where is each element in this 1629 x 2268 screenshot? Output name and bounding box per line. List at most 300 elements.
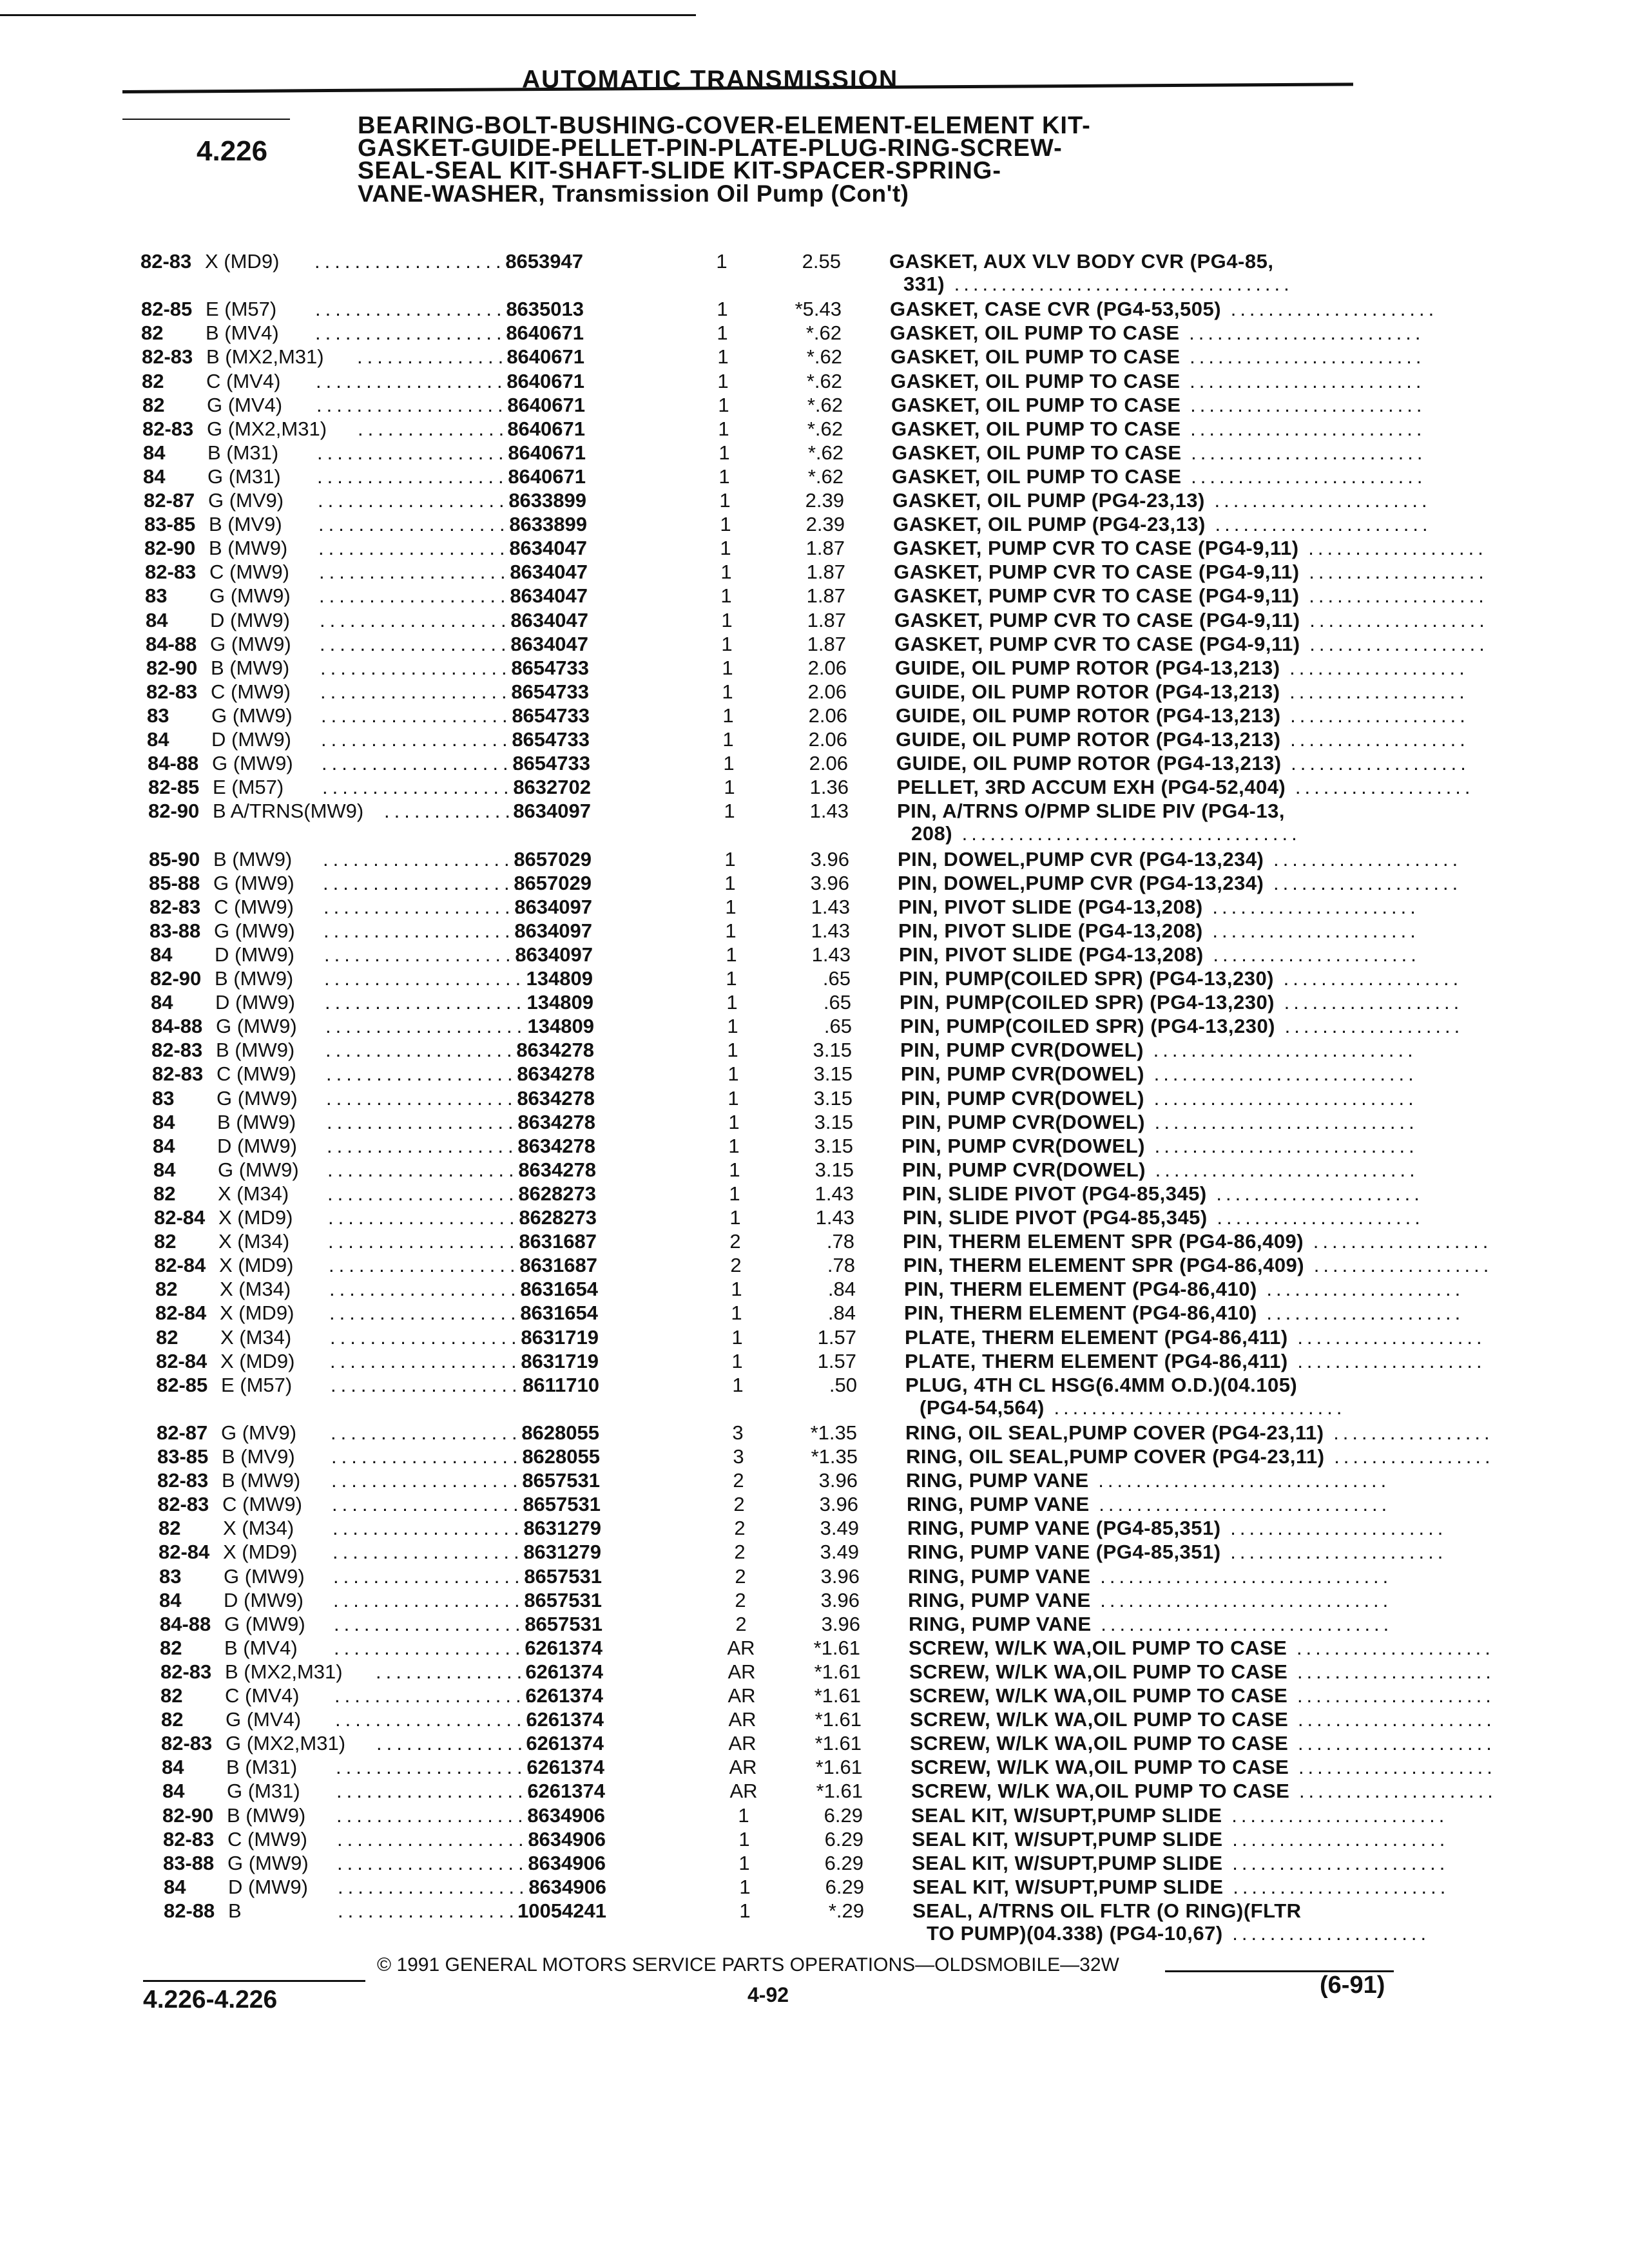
description-text: RING, PUMP VANE (PG4-85,351) — [907, 1541, 1221, 1564]
price: *1.61 — [815, 1756, 862, 1779]
part-description — [895, 680, 1469, 704]
leader-dots: ............................ — [1144, 1062, 1418, 1086]
description-text: RING, PUMP VANE — [906, 1469, 1089, 1492]
leader-dots: .................... — [337, 1827, 539, 1850]
part-number: 6261374 — [527, 1780, 605, 1803]
leader-dots: ...................... — [1207, 1206, 1424, 1229]
leader-dots: .................... — [338, 1899, 539, 1922]
part-number: 8634278 — [517, 1110, 595, 1133]
quantity: 3 — [732, 1421, 744, 1444]
model-code: D (MW9) — [211, 728, 291, 751]
model-code: B (MV9) — [222, 1445, 295, 1468]
price: 1.43 — [815, 1182, 854, 1205]
leader-dots: ...................... — [1206, 1182, 1423, 1205]
description-text: SCREW, W/LK WA,OIL PUMP TO CASE — [911, 1780, 1290, 1803]
description-text: PIN, DOWEL,PUMP CVR (PG4-13,234) — [898, 847, 1264, 870]
quantity: 1 — [731, 1349, 743, 1372]
quantity: 1 — [717, 322, 728, 345]
part-number: 8631279 — [523, 1517, 601, 1540]
leader-dots: .................... — [337, 1851, 539, 1874]
model-year: 84-88 — [160, 1612, 211, 1635]
model-code: B (MW9) — [213, 847, 293, 870]
part-description — [894, 633, 1489, 656]
part-description — [912, 1852, 1449, 1875]
model-code: B (MW9) — [227, 1803, 306, 1827]
quantity: AR — [729, 1756, 757, 1779]
leader-dots: ................... — [1280, 680, 1469, 703]
description-text: PLATE, THERM ELEMENT (PG4-86,411) — [905, 1325, 1288, 1349]
part-description — [892, 489, 1431, 512]
leader-dots: .................... — [321, 728, 523, 751]
part-description — [891, 394, 1425, 417]
model-code: B (MW9) — [222, 1469, 301, 1492]
leader-dots: ...................... — [1202, 895, 1420, 918]
model-code: B (MX2,M31) — [206, 345, 324, 369]
price: 3.96 — [820, 1588, 860, 1611]
quantity: 1 — [729, 1182, 740, 1205]
part-description — [901, 1111, 1418, 1134]
quantity: 1 — [723, 752, 735, 775]
description-text: PIN, PUMP CVR(DOWEL) — [900, 1039, 1144, 1062]
model-year: 84-88 — [148, 752, 199, 775]
part-number: 8634906 — [528, 1875, 606, 1898]
model-year: 82-85 — [141, 298, 193, 321]
model-year: 84 — [153, 1134, 175, 1157]
part-description — [904, 1278, 1464, 1301]
leader-dots: ...................... — [1202, 919, 1420, 942]
model-code: X (M34) — [220, 1278, 291, 1301]
model-year: 82 — [155, 1278, 178, 1301]
part-description — [907, 1493, 1391, 1516]
quantity: 2 — [734, 1517, 746, 1540]
price: 3.15 — [814, 1110, 853, 1133]
description-text: PELLET, 3RD ACCUM EXH (PG4-52,404) — [897, 776, 1286, 799]
quantity: 2 — [735, 1612, 747, 1635]
model-year: 83 — [159, 1564, 182, 1588]
model-year: 84 — [153, 1110, 175, 1133]
part-description — [911, 1804, 1448, 1827]
description-text: SEAL, A/TRNS OIL FLTR (O RING)(FLTR — [912, 1899, 1302, 1922]
model-year: 82-83 — [142, 417, 194, 440]
leader-dots: .................... — [333, 1541, 534, 1564]
model-year: 82-83 — [149, 895, 201, 918]
leader-dots: .................... — [331, 1421, 532, 1444]
part-number: 8634097 — [514, 919, 592, 942]
leader-dots: .................... — [323, 895, 525, 918]
part-number: 8628273 — [518, 1182, 596, 1205]
leader-dots: ......................... — [1181, 393, 1426, 416]
leader-dots: ................... — [1281, 752, 1470, 775]
leader-dots: .................... — [330, 1349, 532, 1372]
description-text: GUIDE, OIL PUMP ROTOR (PG4-13,213) — [896, 728, 1281, 751]
part-number: 8654733 — [512, 728, 590, 751]
price: 2.06 — [808, 728, 847, 751]
part-description — [904, 1302, 1464, 1325]
part-description — [901, 1062, 1418, 1086]
leader-dots: .................................... — [945, 273, 1293, 296]
leader-dots: .................... — [338, 1875, 539, 1898]
quantity: 1 — [738, 1851, 750, 1874]
leader-dots: ................... — [1299, 561, 1488, 584]
quantity: 1 — [717, 345, 729, 369]
quantity: 1 — [722, 728, 734, 751]
model-year: 84 — [146, 608, 168, 631]
part-number: 8640671 — [507, 393, 585, 416]
model-code: B A/TRNS(MW9) — [213, 800, 364, 823]
price: *.62 — [805, 322, 842, 345]
price: 1.43 — [811, 943, 851, 966]
leader-dots: ......................... — [1181, 417, 1426, 440]
part-description — [892, 441, 1426, 465]
leader-dots: .................... — [324, 967, 526, 990]
quantity: 1 — [731, 1278, 742, 1301]
model-code: G (MW9) — [213, 871, 294, 894]
part-description — [903, 1230, 1492, 1253]
leader-dots: .................... — [336, 1803, 538, 1827]
part-number: 8631687 — [519, 1254, 597, 1277]
model-code: G (MW9) — [216, 1015, 297, 1038]
heading-line: SEAL-SEAL KIT-SHAFT-SLIDE KIT-SPACER-SPRING- — [358, 157, 1001, 184]
model-code: D (MW9) — [210, 608, 290, 631]
price: *1.61 — [814, 1660, 861, 1683]
price: 3.49 — [820, 1517, 859, 1540]
part-description — [899, 967, 1462, 990]
part-number: 8640671 — [506, 345, 584, 369]
model-code: G (MV9) — [208, 489, 284, 512]
description-text: RING, PUMP VANE — [908, 1588, 1091, 1611]
leader-dots: ................ — [357, 345, 518, 369]
leader-dots: .................... — [325, 1015, 527, 1038]
leader-dots: ..................... — [1288, 1732, 1496, 1755]
part-number: 6261374 — [526, 1756, 604, 1779]
description-text: SCREW, W/LK WA,OIL PUMP TO CASE — [909, 1660, 1288, 1683]
price: 1.43 — [811, 895, 850, 918]
model-year: 82 — [153, 1182, 176, 1205]
quantity: 1 — [717, 369, 729, 392]
section-heading — [358, 112, 1091, 207]
leader-dots: .................... — [327, 1158, 529, 1181]
model-code: G (MW9) — [224, 1612, 305, 1635]
model-code: E (M57) — [221, 1373, 293, 1396]
leader-dots: .................................... — [952, 822, 1301, 845]
leader-dots: .................... — [319, 584, 521, 608]
price: .65 — [824, 1015, 852, 1038]
price: 1.57 — [817, 1349, 856, 1372]
part-number: 8631654 — [520, 1302, 598, 1325]
model-year: 82-90 — [148, 800, 200, 823]
description-text: GASKET, OIL PUMP TO CASE — [891, 345, 1181, 369]
part-description — [891, 418, 1425, 441]
leader-dots: .................... — [336, 1756, 537, 1779]
leader-dots: .................... — [335, 1708, 537, 1731]
model-code: X (MD9) — [219, 1254, 294, 1277]
leader-dots: ......................... — [1180, 345, 1425, 369]
description-text: GASKET, OIL PUMP TO CASE — [890, 322, 1180, 345]
model-code: G (MW9) — [212, 752, 293, 775]
quantity: 1 — [726, 943, 737, 966]
part-number: 8628055 — [521, 1421, 599, 1444]
price: 2.06 — [808, 704, 847, 727]
quantity: 1 — [722, 680, 733, 703]
model-year: 82-83 — [142, 345, 193, 369]
model-code: G (MV4) — [226, 1708, 302, 1731]
leader-dots: .................... — [318, 513, 520, 536]
leader-dots: ............................... — [1090, 1588, 1393, 1611]
quantity: 1 — [738, 1803, 749, 1827]
price: .78 — [826, 1230, 854, 1253]
part-description — [897, 800, 1285, 823]
part-description — [893, 537, 1487, 560]
part-description — [903, 1206, 1424, 1229]
quantity: 1 — [727, 1039, 738, 1062]
price: *.29 — [828, 1899, 864, 1922]
part-number: 134809 — [527, 1015, 594, 1038]
part-description — [901, 1087, 1418, 1110]
part-description — [909, 1684, 1495, 1707]
footer-date-code: (6-91) — [1320, 1972, 1385, 1999]
leader-dots: .................... — [329, 1302, 531, 1325]
description-continuation — [927, 1922, 1430, 1945]
part-number: 134809 — [526, 967, 593, 990]
model-year: 82-90 — [144, 537, 196, 560]
part-number: 8634097 — [513, 800, 591, 823]
leader-dots: .................... — [326, 1062, 528, 1086]
part-number: 8640671 — [507, 417, 585, 440]
price: 2.55 — [802, 250, 841, 273]
model-year: 82-84 — [155, 1302, 207, 1325]
model-year: 82-83 — [151, 1039, 203, 1062]
leader-dots: .................... — [322, 752, 523, 775]
quantity: 1 — [725, 919, 737, 942]
quantity: 1 — [721, 632, 733, 655]
price: 1.36 — [809, 776, 849, 799]
part-number: 8635013 — [506, 298, 584, 321]
leader-dots: ....................... — [1205, 513, 1432, 536]
price: 2.06 — [807, 680, 847, 703]
part-description — [911, 1756, 1496, 1779]
price: .84 — [827, 1302, 856, 1325]
footer-copyright: © 1991 GENERAL MOTORS SERVICE PARTS OPERATIONS—OLDSMOBILE—32W — [377, 1954, 1119, 1975]
model-year: 83 — [145, 584, 168, 608]
quantity: 1 — [719, 489, 731, 512]
model-code: G (MW9) — [211, 704, 293, 727]
model-year: 82-87 — [144, 489, 195, 512]
model-code: X (MD9) — [218, 1206, 293, 1229]
price: 1.87 — [807, 608, 846, 631]
description-text: PLATE, THERM ELEMENT (PG4-86,411) — [905, 1349, 1288, 1372]
quantity: 1 — [731, 1325, 743, 1349]
quantity: 1 — [728, 1086, 739, 1110]
continuation-text: 331) — [903, 273, 945, 296]
quantity: 1 — [720, 561, 732, 584]
description-text: SCREW, W/LK WA,OIL PUMP TO CASE — [910, 1708, 1289, 1731]
price: .65 — [823, 991, 851, 1014]
model-code: G (M31) — [227, 1780, 300, 1803]
part-description — [891, 370, 1425, 393]
part-number: 8631279 — [523, 1541, 601, 1564]
leader-dots: ....................... — [1223, 1875, 1450, 1898]
model-year: 82-83 — [145, 561, 197, 584]
leader-dots: ...................... — [1203, 943, 1420, 966]
model-code: B — [228, 1899, 242, 1922]
model-year: 84 — [143, 441, 166, 464]
leader-dots: ..................... — [1257, 1302, 1465, 1325]
heading-line: VANE-WASHER, Transmission Oil Pump (Con't) — [358, 180, 909, 207]
description-text: RING, PUMP VANE — [908, 1564, 1091, 1588]
quantity: 1 — [718, 465, 730, 488]
leader-dots: .................... — [332, 1493, 534, 1516]
price: *.62 — [807, 465, 843, 488]
price: 2.06 — [807, 656, 847, 679]
quantity: 1 — [720, 513, 731, 536]
model-code: C (MW9) — [214, 895, 294, 918]
description-text: GUIDE, OIL PUMP ROTOR (PG4-13,213) — [895, 656, 1280, 679]
quantity: 1 — [732, 1373, 744, 1396]
part-number: 8634278 — [517, 1062, 595, 1086]
model-code: G (MW9) — [210, 632, 291, 655]
leader-dots: .................... — [334, 1684, 536, 1707]
part-number: 8657531 — [522, 1469, 600, 1492]
part-number: 8634278 — [517, 1134, 595, 1157]
leader-dots: ................. — [1324, 1421, 1494, 1444]
quantity: 1 — [720, 584, 732, 608]
model-year: 82 — [142, 369, 164, 392]
price: 3.49 — [820, 1541, 859, 1564]
leader-dots: .................... — [316, 369, 517, 392]
price: *1.61 — [813, 1636, 860, 1659]
model-year: 85-88 — [149, 871, 200, 894]
model-year: 84 — [147, 728, 169, 751]
continuation-text: (PG4-54,564) — [920, 1396, 1045, 1419]
description-text: SEAL KIT, W/SUPT,PUMP SLIDE — [911, 1803, 1222, 1827]
part-description — [899, 943, 1420, 966]
leader-dots: .................... — [333, 1588, 535, 1611]
price: 6.29 — [824, 1827, 863, 1850]
model-year: 82-83 — [146, 680, 198, 703]
description-text: GASKET, OIL PUMP TO CASE — [892, 441, 1182, 464]
part-description — [907, 1517, 1447, 1540]
description-text: PIN, THERM ELEMENT SPR (PG4-86,409) — [903, 1254, 1305, 1277]
quantity: 1 — [718, 417, 729, 440]
leader-dots: ................... — [1280, 704, 1469, 727]
quantity: 1 — [729, 1206, 741, 1229]
part-description — [898, 896, 1420, 919]
continuation-text: TO PUMP)(04.338) (PG4-10,67) — [927, 1922, 1223, 1945]
part-description — [890, 322, 1424, 345]
model-code: C (MW9) — [227, 1827, 307, 1850]
price: 3.96 — [819, 1493, 858, 1516]
model-year: 83-85 — [157, 1445, 209, 1468]
part-number: 8634047 — [509, 537, 587, 560]
model-code: B (M31) — [226, 1756, 298, 1779]
leader-dots: .................... — [327, 1110, 528, 1133]
price: *1.35 — [811, 1445, 858, 1468]
model-year: 83-85 — [144, 513, 196, 536]
leader-dots: .............. — [384, 800, 525, 823]
leader-dots: .................... — [325, 991, 526, 1014]
part-description — [900, 1015, 1463, 1038]
leader-dots: ................. — [1324, 1445, 1494, 1468]
quantity: AR — [728, 1684, 756, 1707]
price: 3.96 — [810, 847, 849, 870]
part-number: 8654733 — [512, 704, 590, 727]
description-text: PIN, THERM ELEMENT (PG4-86,410) — [904, 1278, 1257, 1301]
part-number: 8657531 — [524, 1588, 602, 1611]
description-text: PIN, PIVOT SLIDE (PG4-13,208) — [898, 919, 1203, 942]
description-text: PIN, PUMP CVR(DOWEL) — [901, 1086, 1144, 1110]
leader-dots: .................... — [336, 1780, 538, 1803]
leader-dots: ................ — [376, 1660, 537, 1683]
part-description — [894, 584, 1488, 608]
leader-dots: ................... — [1275, 991, 1463, 1014]
quantity: 2 — [735, 1588, 746, 1611]
leader-dots: .................... — [320, 632, 521, 655]
part-number: 8654733 — [511, 680, 589, 703]
leader-dots: ............................... — [1044, 1396, 1346, 1419]
leader-dots: ..................... — [1287, 1684, 1495, 1707]
part-description — [901, 1135, 1418, 1158]
leader-dots: .................... — [314, 250, 516, 273]
leader-dots: ............................... — [1091, 1612, 1393, 1635]
part-description — [894, 561, 1488, 584]
leader-dots: ..................... — [1287, 1636, 1494, 1659]
price: 2.06 — [809, 752, 848, 775]
part-number: 10054241 — [517, 1899, 606, 1922]
part-description — [900, 1039, 1417, 1062]
description-text: RING, PUMP VANE (PG4-85,351) — [907, 1517, 1221, 1540]
part-number: 8634047 — [510, 608, 588, 631]
model-year: 82-83 — [163, 1827, 215, 1850]
model-code: B (MW9) — [209, 537, 288, 560]
part-number: 8640671 — [506, 322, 584, 345]
price: .65 — [822, 967, 851, 990]
description-text: GASKET, OIL PUMP (PG4-23,13) — [892, 489, 1205, 512]
description-text: SEAL KIT, W/SUPT,PUMP SLIDE — [912, 1875, 1224, 1898]
part-number: 8634047 — [510, 632, 588, 655]
part-description — [898, 872, 1461, 895]
quantity: 1 — [718, 441, 730, 464]
quantity: 1 — [724, 871, 736, 894]
part-description — [908, 1589, 1392, 1612]
model-year: 82 — [159, 1517, 181, 1540]
leader-dots: .................... — [322, 776, 524, 799]
price: *5.43 — [795, 298, 842, 321]
leader-dots: ............................ — [1146, 1158, 1419, 1181]
model-code: D (MW9) — [228, 1875, 308, 1898]
model-year: 82-90 — [146, 656, 198, 679]
leader-dots: ................... — [1304, 1230, 1492, 1253]
leader-dots: .................... — [334, 1612, 535, 1635]
part-description — [909, 1660, 1495, 1684]
price: 3.15 — [813, 1086, 853, 1110]
part-description — [912, 1876, 1449, 1899]
part-number: 8633899 — [508, 489, 586, 512]
description-text: PIN, PUMP CVR(DOWEL) — [902, 1158, 1146, 1181]
quantity: 3 — [733, 1445, 744, 1468]
price: 6.29 — [824, 1803, 863, 1827]
description-continuation — [920, 1396, 1345, 1419]
model-year: 84-88 — [151, 1015, 203, 1038]
quantity: 1 — [726, 967, 737, 990]
part-number: 8634906 — [527, 1803, 605, 1827]
leader-dots: ..................... — [1287, 1660, 1495, 1683]
description-text: GUIDE, OIL PUMP ROTOR (PG4-13,213) — [896, 704, 1281, 727]
quantity: 1 — [716, 250, 728, 273]
description-text: GASKET, OIL PUMP TO CASE — [892, 465, 1182, 488]
part-number: 8657531 — [525, 1612, 602, 1635]
leader-dots: ...................... — [1221, 298, 1438, 321]
leader-dots: ..................... — [1289, 1756, 1496, 1779]
